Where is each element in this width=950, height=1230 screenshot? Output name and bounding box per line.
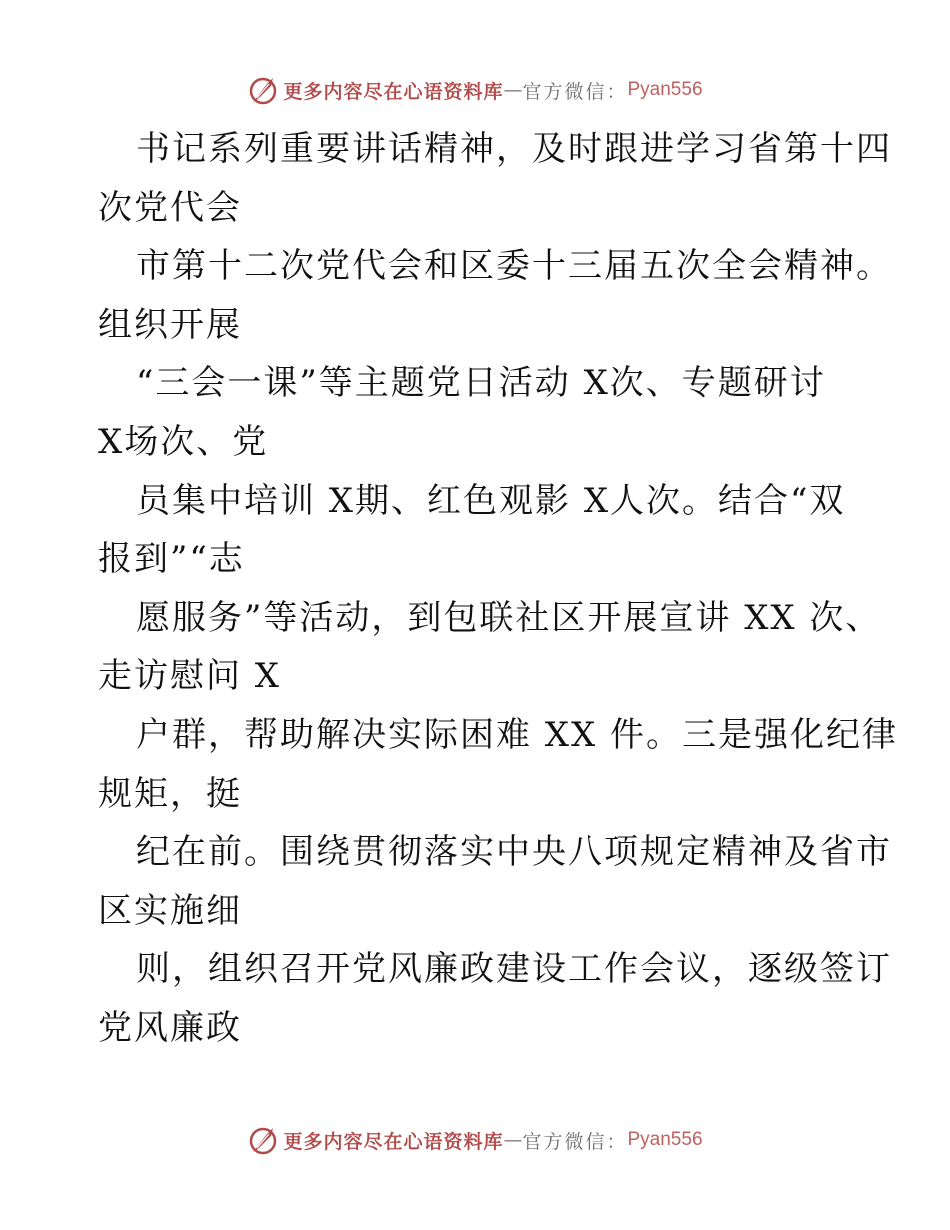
body-line-8: 报到”“志 (98, 539, 245, 580)
header-dash: — (503, 79, 523, 101)
body-line-15: 则，组织召开党风廉政建设工作会议，逐级签订 (136, 949, 892, 990)
body-line-1: 书记系列重要讲话精神，及时跟进学习省第十四 (136, 129, 892, 169)
body-line-2: 次党代会 (98, 187, 242, 228)
body-line-7: 员集中培训 X期、红色观影 X人次。结合“双 (136, 480, 846, 521)
body-line-5: “三会一课”等主题党日活动 X次、专题研讨 (136, 363, 826, 404)
quill-pen-logo-icon (247, 1124, 279, 1156)
header-brand: 更多内容尽在心语资料库 (283, 80, 504, 103)
body-line-14: 区实施细 (98, 890, 242, 931)
footer-dash: — (503, 1129, 523, 1151)
footer-brand: 更多内容尽在心语资料库 (283, 1130, 504, 1153)
body-line-10: 走访慰问 X (98, 656, 282, 697)
body-line-12: 规矩，挺 (98, 773, 242, 814)
body-line-11: 户群，帮助解决实际困难 XX 件。三是强化纪律 (136, 714, 899, 755)
header-wechat-id: Pyan556 (627, 79, 703, 100)
body-line-16: 党风廉政 (98, 1007, 242, 1048)
quill-pen-logo-icon (247, 74, 279, 106)
body-line-6: X场次、党 (98, 421, 269, 462)
header-banner (0, 70, 950, 110)
footer-banner (0, 1120, 950, 1160)
header-wechat-label: 官方微信： (522, 80, 628, 103)
body-line-9: 愿服务”等活动，到包联社区开展宣讲 XX 次、 (136, 597, 882, 638)
body-line-3: 市第十二次党代会和区委十三届五次全会精神。 (136, 246, 892, 287)
document-body (98, 120, 899, 1058)
body-line-4: 组织开展 (98, 304, 242, 345)
footer-wechat-label: 官方微信： (522, 1130, 628, 1153)
body-line-13: 纪在前。围绕贯彻落实中央八项规定精神及省市 (136, 832, 892, 873)
footer-wechat-id: Pyan556 (627, 1129, 703, 1150)
